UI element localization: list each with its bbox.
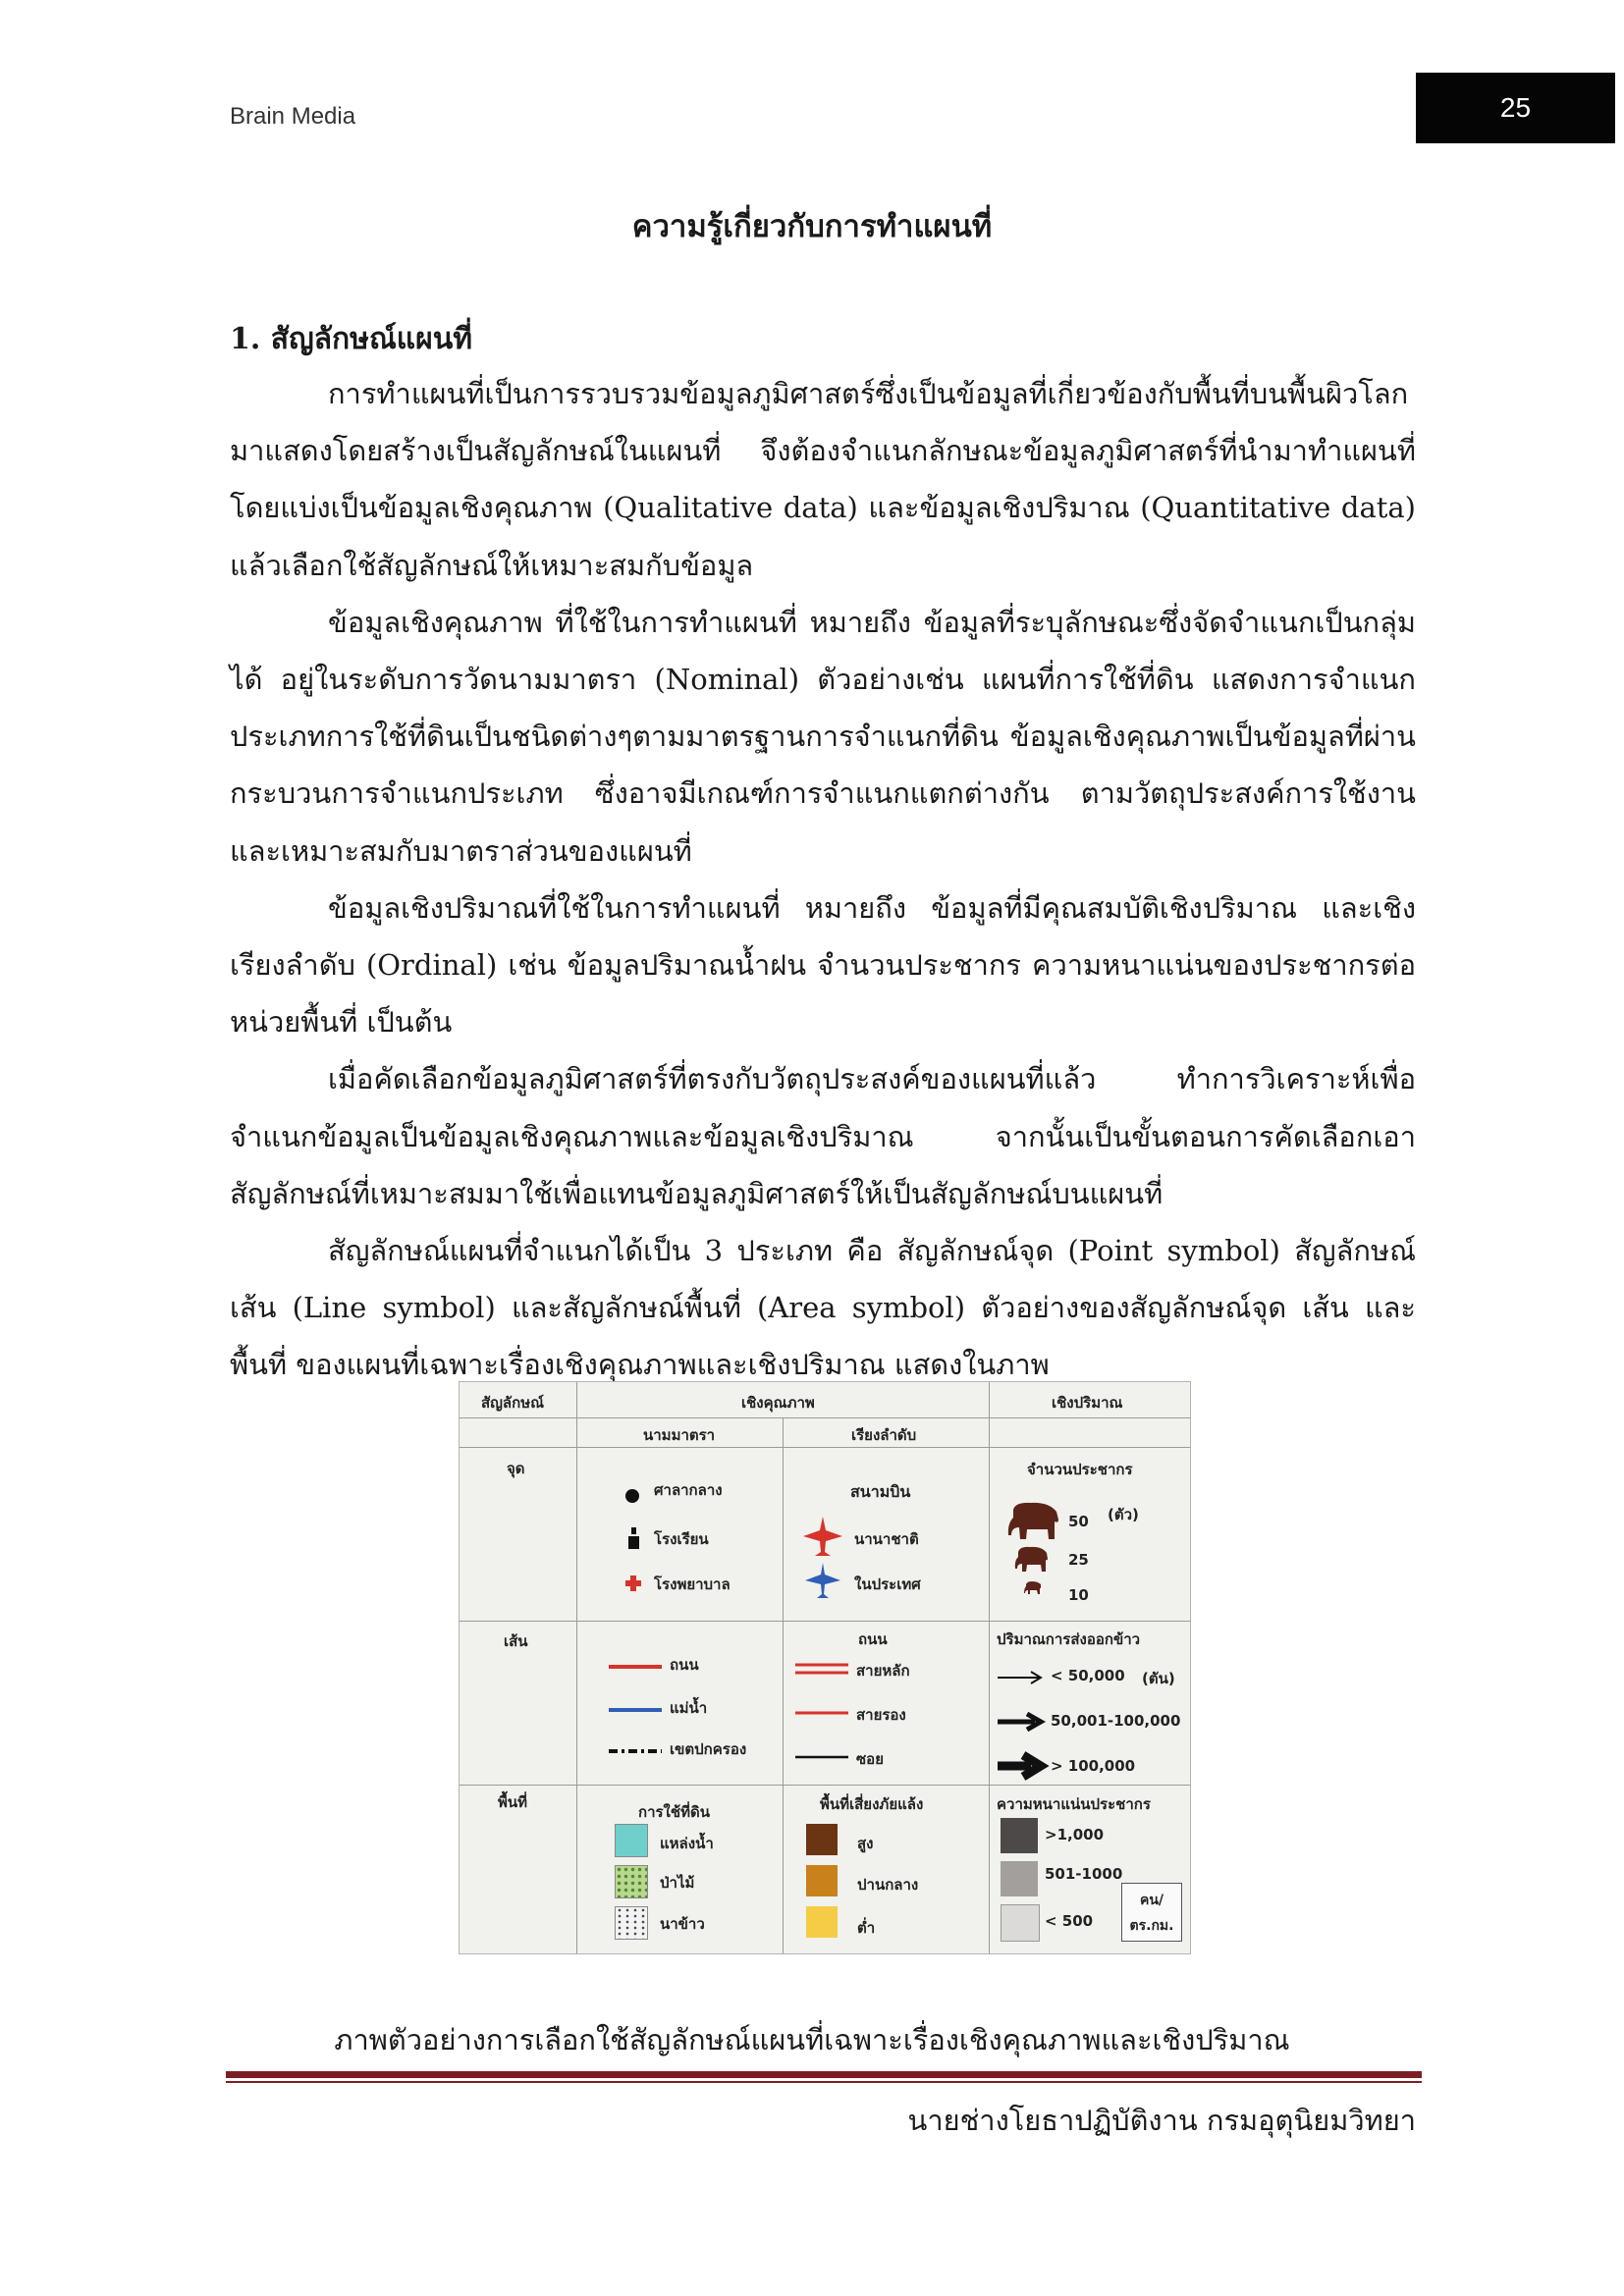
drought-high-swatch — [806, 1824, 838, 1855]
paragraph: เมื่อคัดเลือกข้อมูลภูมิศาสตร์ที่ตรงกับวัตถุประสงค์ของแผนที่แล้ว ทำการวิเคราะห์เพื่อจำแนกข้อมูลเป็นข้อมูลเชิงคุณภาพและข้อมูลเชิงปริมาณ จากนั้นเป็นขั้นตอนการคัดเลือกเอาสัญลักษณ์ที่เหมาะสมมาใช้เพื่อแทนข้อมูลภูมิศาสตร์ให้เป็นสัญลักษณ์บนแผนที่ — [230, 1062, 1416, 1210]
legend-label: นานาชาติ — [854, 1530, 919, 1548]
paragraph: การทำแผนที่เป็นการรวบรวมข้อมูลภูมิศาสตร์ซึ่งเป็นข้อมูลที่เกี่ยวข้องกับพื้นที่บนพื้นผิวโลก มาแสดงโดยสร้างเป็นสัญลักษณ์ในแผนที่ จึงต้องจำแนกลักษณะข้อมูลภูมิศาสตร์ที่นำมาทำแผนที่โดยแบ่งเป็นข้อมูลเชิงคุณภาพ (Qualitative data) และข้อมูลเชิงปริมาณ (Quantitative data) แล้วเลือกใช้สัญลักษณ์ให้เหมาะสมกับข้อมูล — [230, 377, 1416, 582]
drought-low-swatch — [806, 1906, 838, 1938]
road-line-symbol — [609, 1663, 664, 1671]
col-header-ordinal: เรียงลำดับ — [851, 1426, 917, 1444]
legend-subtitle: ความหนาแน่นประชากร — [997, 1795, 1151, 1813]
row-label-line: เส้น — [504, 1632, 528, 1650]
col-header-nominal: นามมาตรา — [643, 1426, 716, 1444]
elephant-large-icon — [1005, 1500, 1062, 1543]
domestic-airport-icon — [803, 1561, 842, 1600]
quantity-value: 50,001-100,000 — [1051, 1712, 1181, 1730]
arrow-thick-symbol — [998, 1753, 1049, 1779]
legend-subtitle: การใช้ที่ดิน — [638, 1803, 710, 1821]
col-header-qualitative: เชิงคุณภาพ — [741, 1394, 815, 1412]
paragraph: ข้อมูลเชิงปริมาณที่ใช้ในการทำแผนที่ หมายถึง ข้อมูลที่มีคุณสมบัติเชิงปริมาณ และเชิงเรียงลำดับ (Ordinal) เช่น ข้อมูลปริมาณน้ำฝน จำนวนประชากร ความหนาแน่นของประชากรต่อหน่วยพื้นที่ เป็นต้น — [230, 890, 1416, 1040]
hospital-icon — [624, 1575, 642, 1592]
page-number: 25 — [1416, 73, 1615, 143]
quantity-value: 10 — [1068, 1586, 1089, 1604]
grid-line — [576, 1382, 577, 1953]
legend-label: โรงเรียน — [654, 1530, 709, 1548]
density-unit-box: คน/ ตร.กม. — [1121, 1883, 1182, 1942]
page-title: ความรู้เกี่ยวกับการทำแผนที่ — [631, 209, 993, 244]
legend-label: ในประเทศ — [854, 1575, 921, 1593]
density-high-swatch — [1001, 1818, 1038, 1853]
city-hall-icon — [623, 1487, 643, 1507]
water-swatch — [615, 1824, 648, 1857]
quantity-value: 501-1000 — [1045, 1865, 1123, 1883]
quantity-value: < 50,000 — [1051, 1667, 1125, 1684]
legend-label: ป่าไม้ — [660, 1874, 695, 1892]
legend-label: โรงพยาบาล — [654, 1575, 731, 1593]
density-low-swatch — [1001, 1904, 1040, 1942]
grid-line — [460, 1785, 1190, 1786]
grid-line — [460, 1621, 1190, 1622]
paragraph: สัญลักษณ์แผนที่จำแนกได้เป็น 3 ประเภท คือ สัญลักษณ์จุด (Point symbol) สัญลักษณ์เส้น (Line symbol) และสัญลักษณ์พื้นที่ (Area symbol) ตัวอย่างของสัญลักษณ์จุด เส้น และพื้นที่ ของแผนที่เฉพาะเรื่องเชิงคุณภาพและเชิงปริมาณ แสดงในภาพ — [230, 1234, 1416, 1382]
elephant-small-icon — [1023, 1580, 1043, 1596]
boundary-line-symbol — [609, 1747, 664, 1755]
elephant-medium-icon — [1013, 1545, 1051, 1575]
legend-label: สายหลัก — [856, 1662, 910, 1680]
quantity-value: 50 — [1068, 1513, 1089, 1530]
forest-swatch — [615, 1865, 648, 1898]
legend-subtitle: พื้นที่เสี่ยงภัยแล้ง — [820, 1795, 924, 1813]
paddy-swatch — [615, 1906, 648, 1940]
quantity-unit: (ตัว) — [1108, 1506, 1139, 1523]
figure-caption: ภาพตัวอย่างการเลือกใช้สัญลักษณ์แผนที่เฉพาะเรื่องเชิงคุณภาพและเชิงปริมาณ — [334, 2023, 1290, 2056]
legend-label: สายรอง — [856, 1706, 906, 1724]
quantity-unit: (ตัน) — [1142, 1670, 1175, 1687]
river-line-symbol — [609, 1706, 664, 1714]
col-header-symbol: สัญลักษณ์ — [481, 1394, 545, 1412]
legend-subtitle: จำนวนประชากร — [1027, 1461, 1133, 1478]
quantity-value: 25 — [1068, 1551, 1089, 1569]
brand-label: Brain Media — [230, 103, 356, 130]
legend-label: แหล่งน้ำ — [660, 1835, 714, 1852]
quantity-value: >1,000 — [1045, 1826, 1105, 1843]
legend-label: เขตปกครอง — [670, 1740, 747, 1758]
grid-line — [460, 1447, 1190, 1448]
legend-label: ถนน — [670, 1656, 699, 1674]
school-icon — [625, 1527, 643, 1551]
legend-label: ปานกลาง — [857, 1876, 919, 1894]
legend-subtitle: ถนน — [858, 1630, 888, 1648]
grid-line — [460, 1417, 1190, 1418]
density-mid-swatch — [1001, 1861, 1038, 1896]
drought-mid-swatch — [806, 1865, 838, 1896]
main-road-symbol — [795, 1662, 850, 1676]
legend-label: สูง — [857, 1835, 874, 1852]
symbol-legend-figure — [459, 1381, 1191, 1954]
arrow-thin-symbol — [998, 1671, 1049, 1684]
col-header-quantitative: เชิงปริมาณ — [1052, 1394, 1123, 1412]
footer-text: นายช่างโยธาปฏิบัติงาน กรมอุตุนิยมวิทยา — [907, 2104, 1416, 2137]
secondary-road-symbol — [795, 1709, 850, 1717]
row-label-point: จุด — [507, 1460, 525, 1477]
grid-line — [989, 1382, 990, 1953]
grid-line — [783, 1417, 784, 1953]
row-label-area: พื้นที่ — [498, 1793, 528, 1811]
body-text — [230, 365, 1416, 1394]
footer-divider — [226, 2081, 1422, 2083]
footer-divider — [226, 2071, 1422, 2078]
international-airport-icon — [801, 1515, 844, 1558]
quantity-value: > 100,000 — [1051, 1757, 1136, 1775]
alley-symbol — [795, 1753, 850, 1761]
legend-label: แม่น้ำ — [670, 1699, 708, 1717]
legend-subtitle: สนามบิน — [850, 1482, 911, 1501]
legend-label: ศาลากลาง — [654, 1481, 723, 1499]
paragraph: ข้อมูลเชิงคุณภาพ ที่ใช้ในการทำแผนที่ หมายถึง ข้อมูลที่ระบุลักษณะซึ่งจัดจำแนกเป็นกลุ่มได้ อยู่ในระดับการวัดนามมาตรา (Nominal) ตัวอย่างเช่น แผนที่การใช้ที่ดิน แสดงการจำแนกประเภทการใช้ที่ดินเป็นชนิดต่างๆตามมาตรฐานการจำแนกที่ดิน ข้อมูลเชิงคุณภาพเป็นข้อมูลที่ผ่านกระบวนการจำแนกประเภท ซึ่งอาจมีเกณฑ์การจำแนกแตกต่างกัน ตามวัตถุประสงค์การใช้งาน และเหมาะสมกับมาตราส่วนของแผนที่ — [230, 605, 1416, 868]
legend-subtitle: ปริมาณการส่งออกข้าว — [997, 1630, 1141, 1648]
legend-label: นาข้าว — [660, 1915, 705, 1933]
arrow-medium-symbol — [998, 1712, 1049, 1732]
legend-label: ต่ำ — [857, 1919, 876, 1937]
legend-label: ซอย — [856, 1750, 884, 1768]
section-heading: 1. สัญลักษณ์แผนที่ — [230, 322, 472, 356]
quantity-value: < 500 — [1045, 1912, 1094, 1930]
